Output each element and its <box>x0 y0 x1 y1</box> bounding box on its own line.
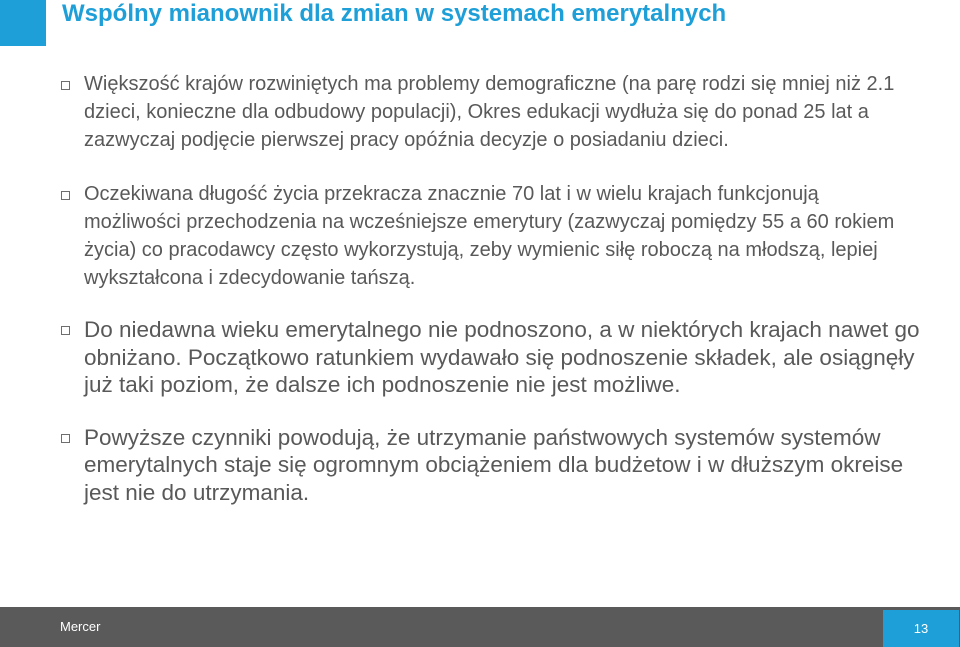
bullet-text: Do niedawna wieku emerytalnego nie podnoszono, a w niektórych krajach nawet go obniżano. Początkowo ratunkiem wydawało się podnoszenie składek, ale osiągnęły już taki poziom, że dalsze ich podnoszenie nie jest możliwe. <box>84 317 920 397</box>
bullet-text: Oczekiwana długość życia przekracza znacznie 70 lat i w wielu krajach funkcjonują możliwości przechodzenia na wcześniejsze emerytury (zazwyczaj pomiędzy 55 a 60 rokiem życia) co pracodawcy często wykorzystują, zeby wymienic siłę roboczą na młodszą, lepiej wykształcona i zdecydowanie tańszą. <box>84 183 895 289</box>
bullet-text: Większość krajów rozwiniętych ma problemy demograficzne (na parę rodzi się mniej niż 2.1 dzieci, konieczne dla odbudowy populacji), Okres edukacji wydłuża się do ponad 25 lat a zazwyczaj podjęcie pierwszej pracy opóźnia decyzje o posiadaniu dzieci. <box>84 73 895 151</box>
page-number: 13 <box>883 610 959 647</box>
bullet-item-1 <box>60 70 920 154</box>
title-accent-square <box>0 0 46 46</box>
bullet-list <box>60 70 920 506</box>
square-bullet-icon <box>61 326 70 335</box>
bullet-item-4 <box>60 424 920 507</box>
square-bullet-icon <box>61 81 70 90</box>
bullet-text: Powyższe czynniki powodują, że utrzymanie państwowych systemów systemów emerytalnych staje się ogromnym obciążeniem dla budżetow i w dłuższym okreise jest nie do utrzymania. <box>84 424 904 505</box>
square-bullet-icon <box>61 191 70 200</box>
square-bullet-icon <box>61 434 70 443</box>
footer-bar <box>0 607 960 647</box>
company-name: Mercer <box>60 619 101 634</box>
bullet-item-3 <box>60 316 920 399</box>
bullet-item-2 <box>60 180 920 292</box>
slide-title: Wspólny mianownik dla zmian w systemach emerytalnych <box>62 0 727 27</box>
